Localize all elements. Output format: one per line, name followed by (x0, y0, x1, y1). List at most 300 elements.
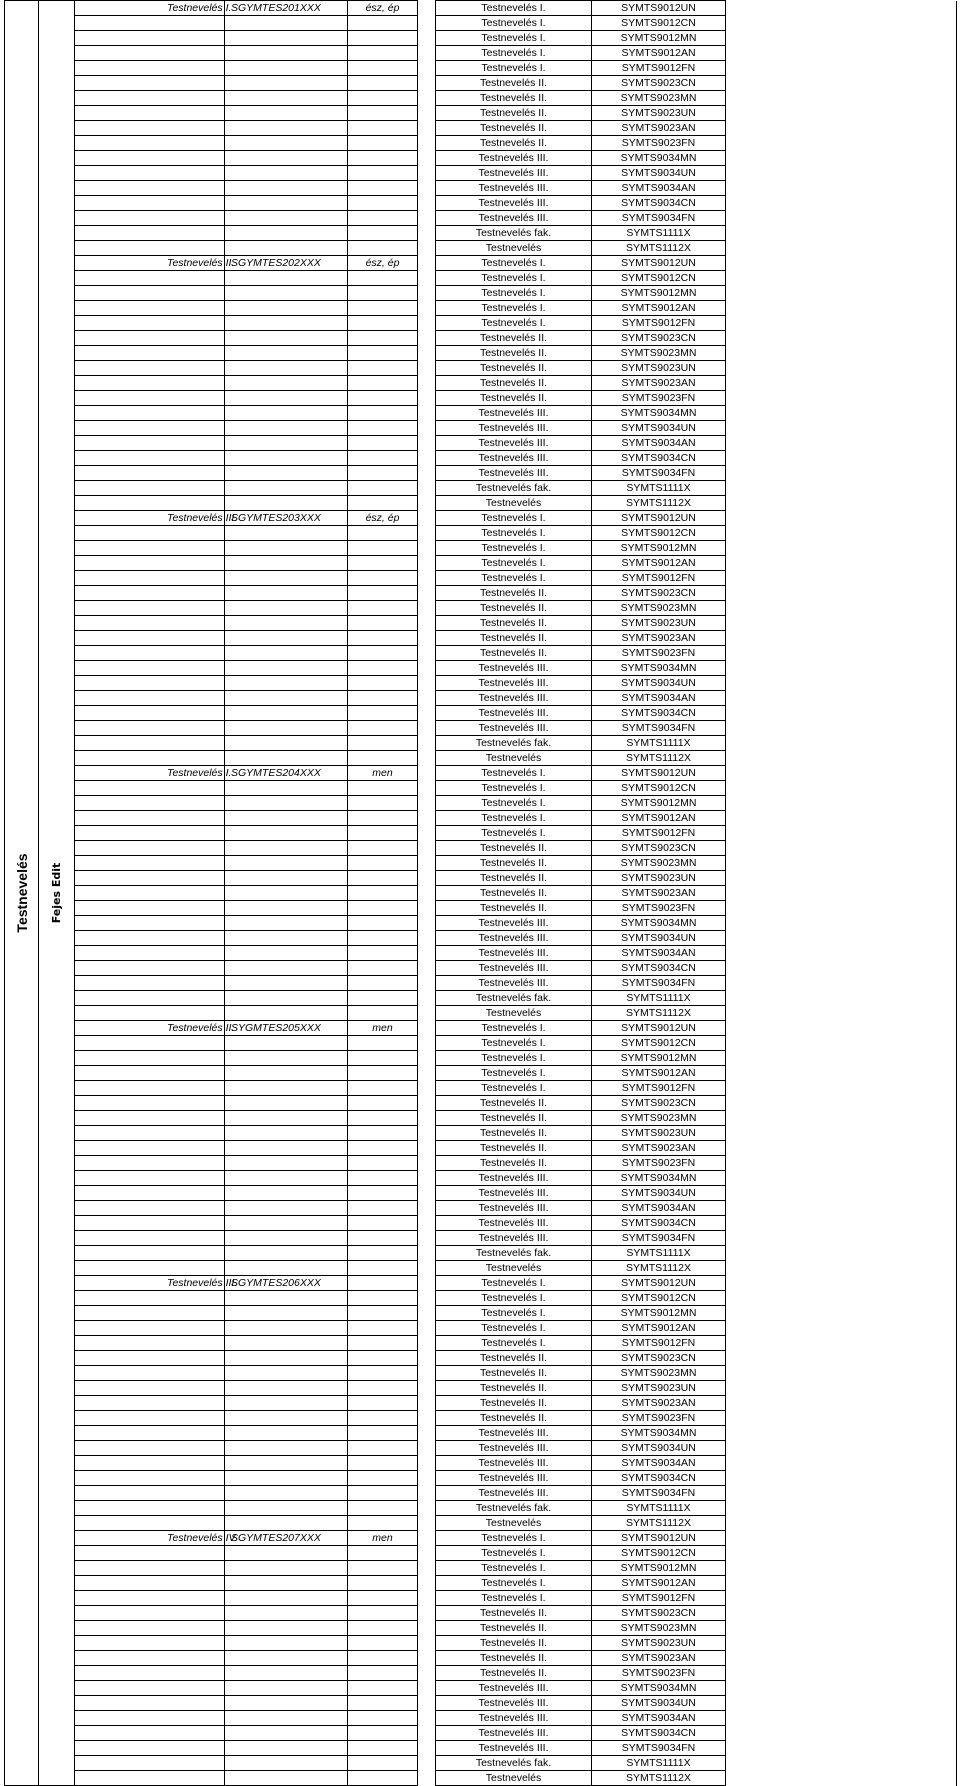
equivalent-name-cell: Testnevelés III. (436, 436, 592, 451)
table-row (5, 361, 957, 376)
table-row (5, 1306, 957, 1321)
equivalent-name-cell: Testnevelés I. (436, 1306, 592, 1321)
equivalent-name-cell: Testnevelés III. (436, 166, 592, 181)
equivalent-name-cell: Testnevelés (436, 1261, 592, 1276)
spacer-cell (418, 1081, 436, 1096)
course-type-cell (348, 1486, 418, 1501)
equivalent-name-cell: Testnevelés III. (436, 1486, 592, 1501)
blank-cell (726, 1771, 957, 1786)
blank-cell (726, 301, 957, 316)
course-type-cell (348, 121, 418, 136)
table-row (5, 1591, 957, 1606)
course-type-cell (348, 541, 418, 556)
table-row (5, 991, 957, 1006)
course-name-cell (75, 46, 225, 61)
spacer-cell (418, 1456, 436, 1471)
equivalent-name-cell: Testnevelés III. (436, 946, 592, 961)
table-row (5, 751, 957, 766)
table-row (5, 421, 957, 436)
table-row (5, 1036, 957, 1051)
equivalent-name-cell: Testnevelés (436, 1516, 592, 1531)
course-code-cell (225, 1306, 348, 1321)
equivalent-name-cell: Testnevelés III. (436, 1741, 592, 1756)
equivalent-code-cell: SYMTS9034MN (592, 916, 726, 931)
equivalent-code-cell: SYMTS9012FN (592, 1591, 726, 1606)
spacer-cell (418, 1771, 436, 1786)
blank-cell (726, 91, 957, 106)
blank-cell (726, 1741, 957, 1756)
equivalent-name-cell: Testnevelés III. (436, 1231, 592, 1246)
course-name-cell (75, 136, 225, 151)
course-code-cell (225, 1261, 348, 1276)
spacer-cell (418, 556, 436, 571)
equivalent-name-cell: Testnevelés II. (436, 1126, 592, 1141)
spacer-cell (418, 1546, 436, 1561)
course-type-cell (348, 61, 418, 76)
course-code-cell (225, 991, 348, 1006)
course-code-cell (225, 901, 348, 916)
course-code-cell (225, 301, 348, 316)
course-name-cell (75, 991, 225, 1006)
table-row (5, 1561, 957, 1576)
spacer-cell (418, 571, 436, 586)
equivalent-code-cell: SYMTS9034UN (592, 931, 726, 946)
course-type-cell (348, 1321, 418, 1336)
equivalent-name-cell: Testnevelés (436, 496, 592, 511)
course-type-cell (348, 1351, 418, 1366)
course-type-cell (348, 241, 418, 256)
course-name-cell (75, 391, 225, 406)
spacer-cell (418, 106, 436, 121)
course-code-cell (225, 1606, 348, 1621)
course-name-cell (75, 361, 225, 376)
course-code-cell (225, 1186, 348, 1201)
course-type-cell (348, 1696, 418, 1711)
equivalent-code-cell: SYMTS9023AN (592, 1651, 726, 1666)
spacer-cell (418, 901, 436, 916)
blank-cell (726, 811, 957, 826)
equivalent-name-cell: Testnevelés I. (436, 16, 592, 31)
blank-cell (726, 1126, 957, 1141)
spacer-cell (418, 181, 436, 196)
equivalent-code-cell: SYMTS9034MN (592, 151, 726, 166)
equivalent-name-cell: Testnevelés I. (436, 1531, 592, 1546)
equivalent-name-cell: Testnevelés II. (436, 601, 592, 616)
equivalent-code-cell: SYMTS9034FN (592, 466, 726, 481)
blank-cell (726, 106, 957, 121)
course-code-cell (225, 91, 348, 106)
course-type-cell (348, 451, 418, 466)
spacer-cell (418, 946, 436, 961)
course-name-cell (75, 196, 225, 211)
spacer-cell (418, 721, 436, 736)
course-type-cell: ész, ép (348, 511, 418, 526)
course-name-cell (75, 1081, 225, 1096)
equivalent-name-cell: Testnevelés II. (436, 871, 592, 886)
spacer-cell (418, 646, 436, 661)
course-type-cell (348, 1171, 418, 1186)
table-row (5, 1171, 957, 1186)
course-code-cell (225, 466, 348, 481)
equivalent-code-cell: SYMTS9034CN (592, 1471, 726, 1486)
course-name-cell (75, 961, 225, 976)
spacer-cell (418, 1636, 436, 1651)
course-name-cell (75, 1051, 225, 1066)
equivalent-code-cell: SYMTS9034UN (592, 166, 726, 181)
course-type-cell (348, 331, 418, 346)
course-code-cell: SYGMTES205XXX (225, 1021, 348, 1036)
equivalent-name-cell: Testnevelés I. (436, 526, 592, 541)
equivalent-name-cell: Testnevelés III. (436, 1426, 592, 1441)
blank-cell (726, 736, 957, 751)
blank-cell (726, 196, 957, 211)
course-code-cell (225, 361, 348, 376)
equivalent-code-cell: SYMTS9023FN (592, 1411, 726, 1426)
table-row (5, 601, 957, 616)
course-type-cell (348, 706, 418, 721)
spacer-cell (418, 1621, 436, 1636)
table-row (5, 1636, 957, 1651)
equivalent-code-cell: SYMTS1112X (592, 1261, 726, 1276)
course-type-cell (348, 376, 418, 391)
course-name-cell (75, 1546, 225, 1561)
course-type-cell (348, 1306, 418, 1321)
blank-cell (726, 946, 957, 961)
course-name-cell (75, 1156, 225, 1171)
blank-cell (726, 1156, 957, 1171)
equivalent-name-cell: Testnevelés III. (436, 1711, 592, 1726)
equivalent-code-cell: SYMTS9012MN (592, 541, 726, 556)
course-code-cell (225, 1096, 348, 1111)
blank-cell (726, 1291, 957, 1306)
blank-cell (726, 526, 957, 541)
equivalent-name-cell: Testnevelés III. (436, 211, 592, 226)
course-name-cell: Testnevelés I. (75, 766, 225, 781)
blank-cell (726, 481, 957, 496)
blank-cell (726, 1681, 957, 1696)
equivalent-code-cell: SYMTS9023CN (592, 586, 726, 601)
table-row (5, 1471, 957, 1486)
equivalent-name-cell: Testnevelés II. (436, 616, 592, 631)
course-type-cell (348, 1666, 418, 1681)
spacer-cell (418, 601, 436, 616)
spacer-cell (418, 376, 436, 391)
equivalent-name-cell: Testnevelés I. (436, 556, 592, 571)
course-code-cell (225, 631, 348, 646)
course-type-cell (348, 1231, 418, 1246)
course-type-cell (348, 1186, 418, 1201)
equivalent-name-cell: Testnevelés II. (436, 1366, 592, 1381)
course-code-cell (225, 151, 348, 166)
table-row (5, 661, 957, 676)
table-row (5, 226, 957, 241)
course-type-cell (348, 1591, 418, 1606)
table-row (5, 586, 957, 601)
course-name-cell (75, 1306, 225, 1321)
equivalent-code-cell: SYMTS9023AN (592, 631, 726, 646)
course-code-cell (225, 661, 348, 676)
equivalent-name-cell: Testnevelés I. (436, 256, 592, 271)
course-code-cell (225, 406, 348, 421)
equivalent-name-cell: Testnevelés III. (436, 466, 592, 481)
table-row (5, 166, 957, 181)
equivalent-code-cell: SYMTS9023MN (592, 856, 726, 871)
equivalent-name-cell: Testnevelés I. (436, 1336, 592, 1351)
course-name-cell (75, 1006, 225, 1021)
spacer-cell (418, 346, 436, 361)
equivalent-code-cell: SYMTS9012CN (592, 526, 726, 541)
table-row (5, 1291, 957, 1306)
spacer-cell (418, 46, 436, 61)
course-name-cell (75, 1171, 225, 1186)
equivalent-name-cell: Testnevelés II. (436, 136, 592, 151)
course-name-cell (75, 916, 225, 931)
course-code-cell (225, 346, 348, 361)
blank-cell (726, 826, 957, 841)
course-code-cell: SGYMTES204XXX (225, 766, 348, 781)
table-row (5, 1411, 957, 1426)
course-code-cell (225, 421, 348, 436)
course-name-cell (75, 661, 225, 676)
spacer-cell (418, 1276, 436, 1291)
blank-cell (726, 1411, 957, 1426)
spacer-cell (418, 301, 436, 316)
blank-cell (726, 1471, 957, 1486)
table-row (5, 1321, 957, 1336)
equivalent-code-cell: SYMTS9023CN (592, 76, 726, 91)
table-row (5, 1726, 957, 1741)
table-row (5, 1456, 957, 1471)
blank-cell (726, 1021, 957, 1036)
table-row (5, 466, 957, 481)
course-name-cell (75, 211, 225, 226)
course-name-cell (75, 1036, 225, 1051)
course-code-cell (225, 571, 348, 586)
spacer-cell (418, 1336, 436, 1351)
blank-cell (726, 121, 957, 136)
equivalent-code-cell: SYMTS9034AN (592, 436, 726, 451)
course-name-cell (75, 1486, 225, 1501)
blank-cell (726, 436, 957, 451)
blank-cell (726, 691, 957, 706)
course-code-cell: SGYMTES202XXX (225, 256, 348, 271)
equivalent-name-cell: Testnevelés I. (436, 541, 592, 556)
spacer-cell (418, 1681, 436, 1696)
course-code-cell (225, 1366, 348, 1381)
course-type-cell (348, 226, 418, 241)
equivalent-code-cell: SYMTS9023AN (592, 1396, 726, 1411)
table-row (5, 376, 957, 391)
spacer-cell (418, 136, 436, 151)
spacer-cell (418, 1651, 436, 1666)
equivalent-code-cell: SYMTS9012AN (592, 1576, 726, 1591)
equivalent-name-cell: Testnevelés II. (436, 76, 592, 91)
course-type-cell (348, 1126, 418, 1141)
equivalent-code-cell: SYMTS9012CN (592, 1546, 726, 1561)
spacer-cell (418, 241, 436, 256)
equivalent-name-cell: Testnevelés II. (436, 121, 592, 136)
course-type-cell (348, 931, 418, 946)
course-type-cell (348, 1201, 418, 1216)
blank-cell (726, 316, 957, 331)
table-row (5, 1021, 957, 1036)
course-type-cell (348, 856, 418, 871)
course-type-cell (348, 286, 418, 301)
course-name-cell (75, 751, 225, 766)
course-name-cell: Testnevelés IV. (75, 1531, 225, 1546)
spacer-cell (418, 151, 436, 166)
table-row (5, 496, 957, 511)
blank-cell (726, 376, 957, 391)
blank-cell (726, 1066, 957, 1081)
course-name-cell (75, 1756, 225, 1771)
equivalent-name-cell: Testnevelés II. (436, 586, 592, 601)
course-type-cell (348, 661, 418, 676)
course-code-cell (225, 1036, 348, 1051)
course-name-cell (75, 271, 225, 286)
spacer-cell (418, 466, 436, 481)
course-code-cell (225, 1771, 348, 1786)
blank-cell (726, 31, 957, 46)
course-type-cell (348, 496, 418, 511)
equivalent-name-cell: Testnevelés I. (436, 1081, 592, 1096)
spacer-cell (418, 31, 436, 46)
table-row (5, 436, 957, 451)
equivalent-name-cell: Testnevelés II. (436, 841, 592, 856)
course-name-cell (75, 646, 225, 661)
equivalent-code-cell: SYMTS1111X (592, 481, 726, 496)
spacer-cell (418, 1726, 436, 1741)
spacer-cell (418, 436, 436, 451)
spacer-cell (418, 16, 436, 31)
course-type-cell (348, 301, 418, 316)
blank-cell (726, 1516, 957, 1531)
equivalent-name-cell: Testnevelés I. (436, 796, 592, 811)
course-name-cell (75, 1066, 225, 1081)
course-name-cell (75, 16, 225, 31)
table-row (5, 1651, 957, 1666)
course-type-cell (348, 1516, 418, 1531)
course-type-cell (348, 1081, 418, 1096)
equivalent-name-cell: Testnevelés I. (436, 511, 592, 526)
course-code-cell (225, 1486, 348, 1501)
equivalent-code-cell: SYMTS9034CN (592, 196, 726, 211)
course-type-cell (348, 466, 418, 481)
equivalent-name-cell: Testnevelés II. (436, 91, 592, 106)
course-code-cell (225, 1081, 348, 1096)
equivalent-name-cell: Testnevelés II. (436, 1141, 592, 1156)
blank-cell (726, 991, 957, 1006)
course-name-cell (75, 706, 225, 721)
blank-cell (726, 421, 957, 436)
course-name-cell (75, 106, 225, 121)
course-code-cell (225, 1396, 348, 1411)
equivalent-name-cell: Testnevelés III. (436, 1201, 592, 1216)
course-code-cell (225, 541, 348, 556)
course-type-cell (348, 106, 418, 121)
course-name-cell (75, 1336, 225, 1351)
equivalent-code-cell: SYMTS9023UN (592, 361, 726, 376)
blank-cell (726, 1246, 957, 1261)
table-row (5, 1096, 957, 1111)
table-row (5, 1381, 957, 1396)
course-type-cell (348, 136, 418, 151)
course-type-cell (348, 1621, 418, 1636)
course-type-cell (348, 1471, 418, 1486)
course-type-cell (348, 436, 418, 451)
spacer-cell (418, 976, 436, 991)
course-name-cell: Testnevelés II. (75, 1021, 225, 1036)
equivalent-name-cell: Testnevelés I. (436, 1591, 592, 1606)
spacer-cell (418, 1531, 436, 1546)
course-name-cell (75, 31, 225, 46)
spacer-cell (418, 1486, 436, 1501)
equivalent-code-cell: SYMTS9012UN (592, 1021, 726, 1036)
equivalent-code-cell: SYMTS9034MN (592, 661, 726, 676)
blank-cell (726, 1201, 957, 1216)
course-type-cell (348, 211, 418, 226)
course-code-cell (225, 76, 348, 91)
equivalent-code-cell: SYMTS1111X (592, 991, 726, 1006)
spacer-cell (418, 1426, 436, 1441)
course-name-cell (75, 1456, 225, 1471)
spacer-cell (418, 331, 436, 346)
course-type-cell (348, 616, 418, 631)
course-type-cell (348, 691, 418, 706)
equivalent-name-cell: Testnevelés III. (436, 181, 592, 196)
spacer-cell (418, 781, 436, 796)
table-row (5, 1366, 957, 1381)
equivalent-code-cell: SYMTS9023FN (592, 646, 726, 661)
equivalent-code-cell: SYMTS9023UN (592, 616, 726, 631)
course-type-cell (348, 346, 418, 361)
course-code-cell (225, 16, 348, 31)
course-name-cell (75, 376, 225, 391)
spacer-cell (418, 811, 436, 826)
spacer-cell (418, 166, 436, 181)
equivalent-name-cell: Testnevelés II. (436, 1651, 592, 1666)
table-row (5, 1141, 957, 1156)
equivalent-name-cell: Testnevelés I. (436, 1276, 592, 1291)
equivalent-code-cell: SYMTS9012AN (592, 46, 726, 61)
equivalent-code-cell: SYMTS9012CN (592, 1291, 726, 1306)
spacer-cell (418, 841, 436, 856)
course-type-cell: men (348, 1531, 418, 1546)
spacer-cell (418, 1246, 436, 1261)
course-name-cell: Testnevelés I. (75, 1, 225, 16)
blank-cell (726, 1636, 957, 1651)
course-name-cell (75, 781, 225, 796)
blank-cell (726, 1141, 957, 1156)
course-type-cell (348, 31, 418, 46)
equivalent-code-cell: SYMTS9034UN (592, 1696, 726, 1711)
blank-cell (726, 1561, 957, 1576)
course-code-cell (225, 1726, 348, 1741)
course-code-cell (225, 811, 348, 826)
equivalent-name-cell: Testnevelés III. (436, 1441, 592, 1456)
spacer-cell (418, 706, 436, 721)
spacer-cell (418, 361, 436, 376)
table-row (5, 511, 957, 526)
table-row (5, 391, 957, 406)
blank-cell (726, 631, 957, 646)
course-name-cell (75, 1771, 225, 1786)
course-name-cell (75, 1126, 225, 1141)
blank-cell (726, 1306, 957, 1321)
spacer-cell (418, 541, 436, 556)
equivalent-name-cell: Testnevelés I. (436, 1036, 592, 1051)
equivalent-name-cell: Testnevelés III. (436, 916, 592, 931)
